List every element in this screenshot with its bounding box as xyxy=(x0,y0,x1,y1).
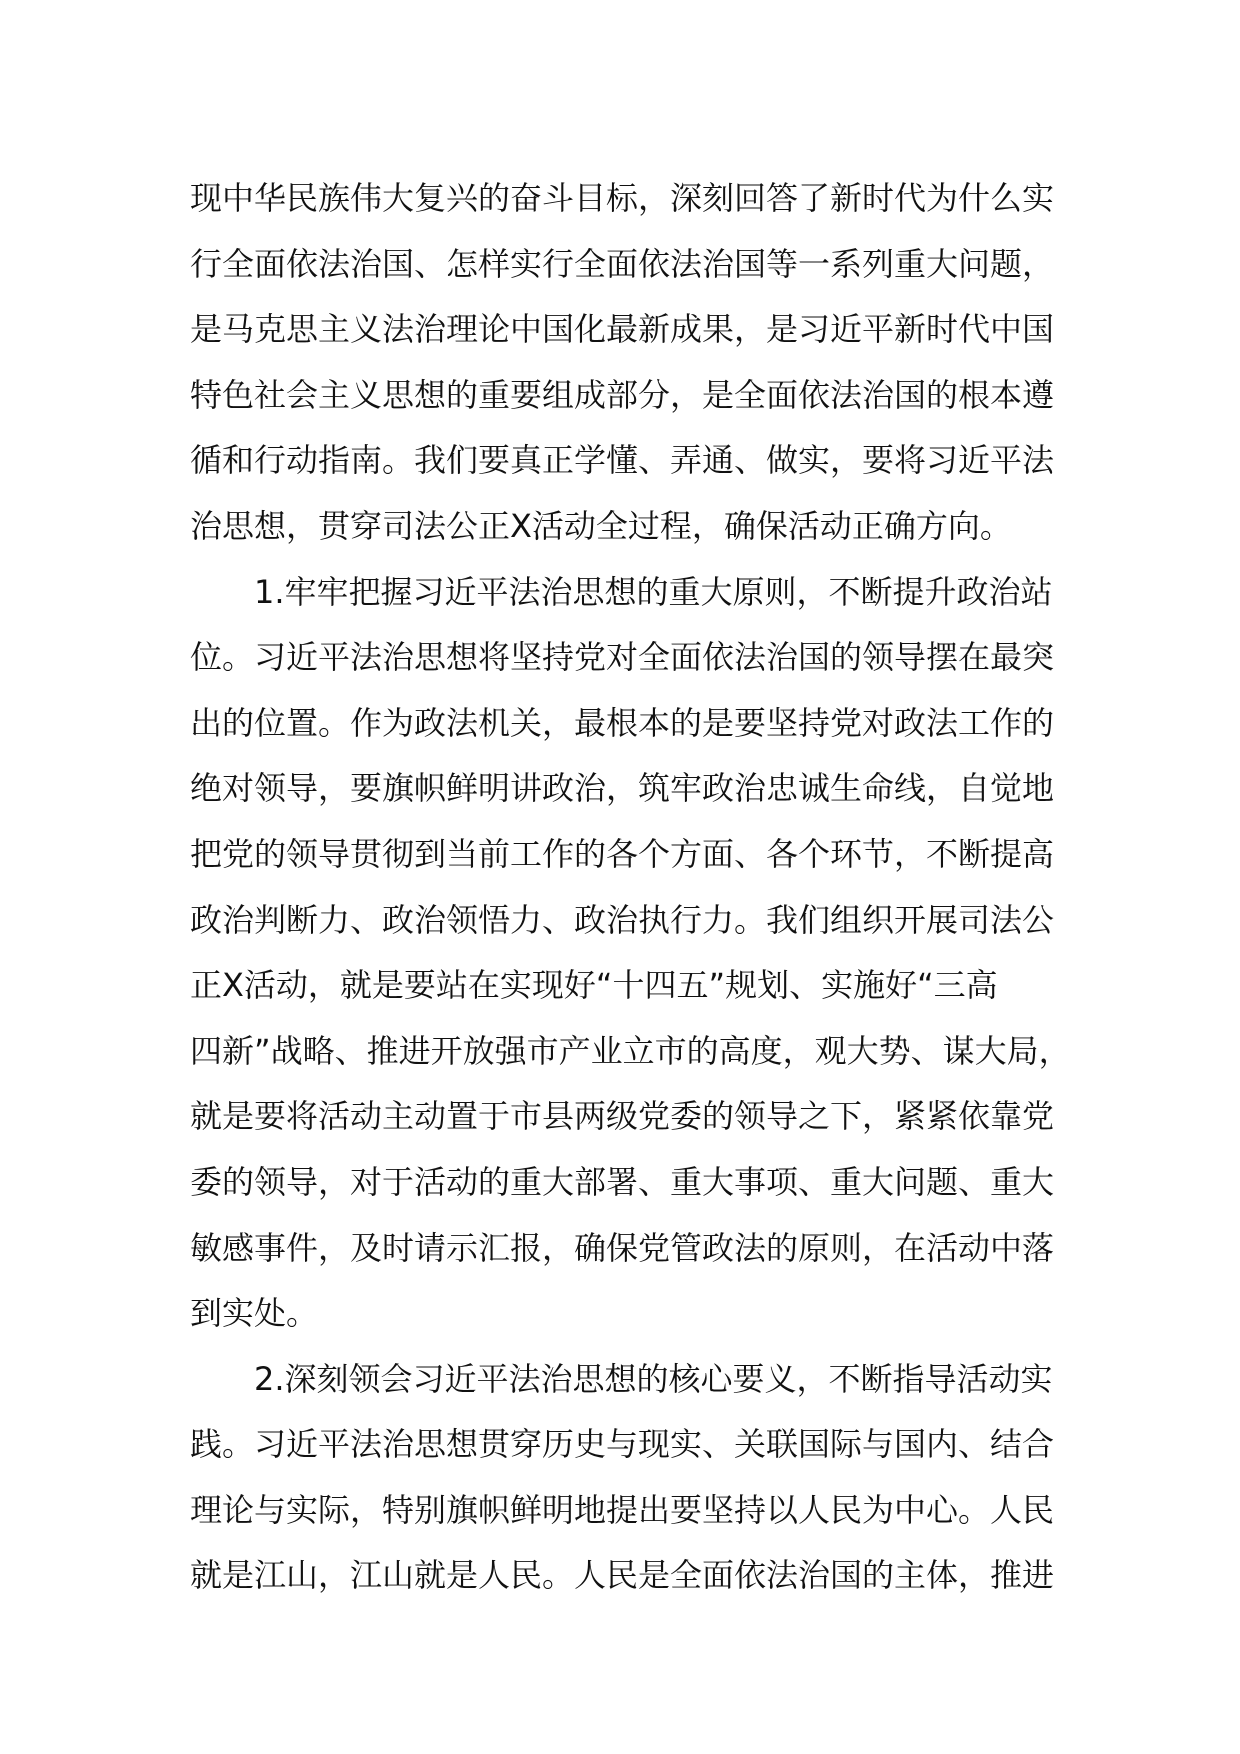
text-line: 就是江山，江山就是人民。人民是全面依法治国的主体，推进 xyxy=(190,1556,1055,1595)
text-line: 敏感事件，及时请示汇报，确保党管政法的原则，在活动中落 xyxy=(190,1228,1055,1267)
text-line: 现中华民族伟大复兴的奋斗目标，深刻回答了新时代为什么实 xyxy=(190,179,1055,217)
text-line: 正X活动，就是要站在实现好“十四五”规划、实施好“三高 xyxy=(190,966,998,1005)
text-line: 循和行动指南。我们要真正学懂、弄通、做实，要将习近平法 xyxy=(190,441,1055,480)
text-line: 行全面依法治国、怎样实行全面依法治国等一系列重大问题， xyxy=(190,244,1055,283)
text-line: 是马克思主义法治理论中国化最新成果，是习近平新时代中国 xyxy=(190,310,1055,349)
text-line: 位。习近平法治思想将坚持党对全面依法治国的领导摆在最突 xyxy=(190,638,1055,677)
text-line: 就是要将活动主动置于市县两级党委的领导之下，紧紧依靠党 xyxy=(190,1097,1055,1136)
text-line: 理论与实际，特别旗帜鲜明地提出要坚持以人民为中心。人民 xyxy=(190,1490,1055,1529)
body-text xyxy=(190,166,1070,1609)
text-line: 特色社会主义思想的重要组成部分，是全面依法治国的根本遵 xyxy=(190,375,1055,414)
text-line: 到实处。 xyxy=(190,1294,319,1333)
paragraph-first-line: 2.深刻领会习近平法治思想的核心要义，不断指导活动实 xyxy=(254,1359,1053,1398)
text-line: 践。习近平法治思想贯穿历史与现实、关联国际与国内、结合 xyxy=(190,1425,1055,1464)
paragraph-first-line: 1.牢牢把握习近平法治思想的重大原则，不断提升政治站 xyxy=(254,572,1053,611)
text-line: 绝对领导，要旗帜鲜明讲政治，筑牢政治忠诚生命线，自觉地 xyxy=(190,769,1055,808)
text-line: 委的领导，对于活动的重大部署、重大事项、重大问题、重大 xyxy=(190,1162,1055,1201)
text-line: 治思想，贯穿司法公正X活动全过程，确保活动正确方向。 xyxy=(190,506,1012,545)
text-line: 出的位置。作为政法机关，最根本的是要坚持党对政法工作的 xyxy=(190,703,1055,742)
text-line: 四新”战略、推进开放强市产业立市的高度，观大势、谋大局， xyxy=(190,1031,1071,1070)
text-line: 把党的领导贯彻到当前工作的各个方面、各个环节，不断提高 xyxy=(190,834,1055,873)
text-line: 政治判断力、政治领悟力、政治执行力。我们组织开展司法公 xyxy=(190,900,1055,939)
